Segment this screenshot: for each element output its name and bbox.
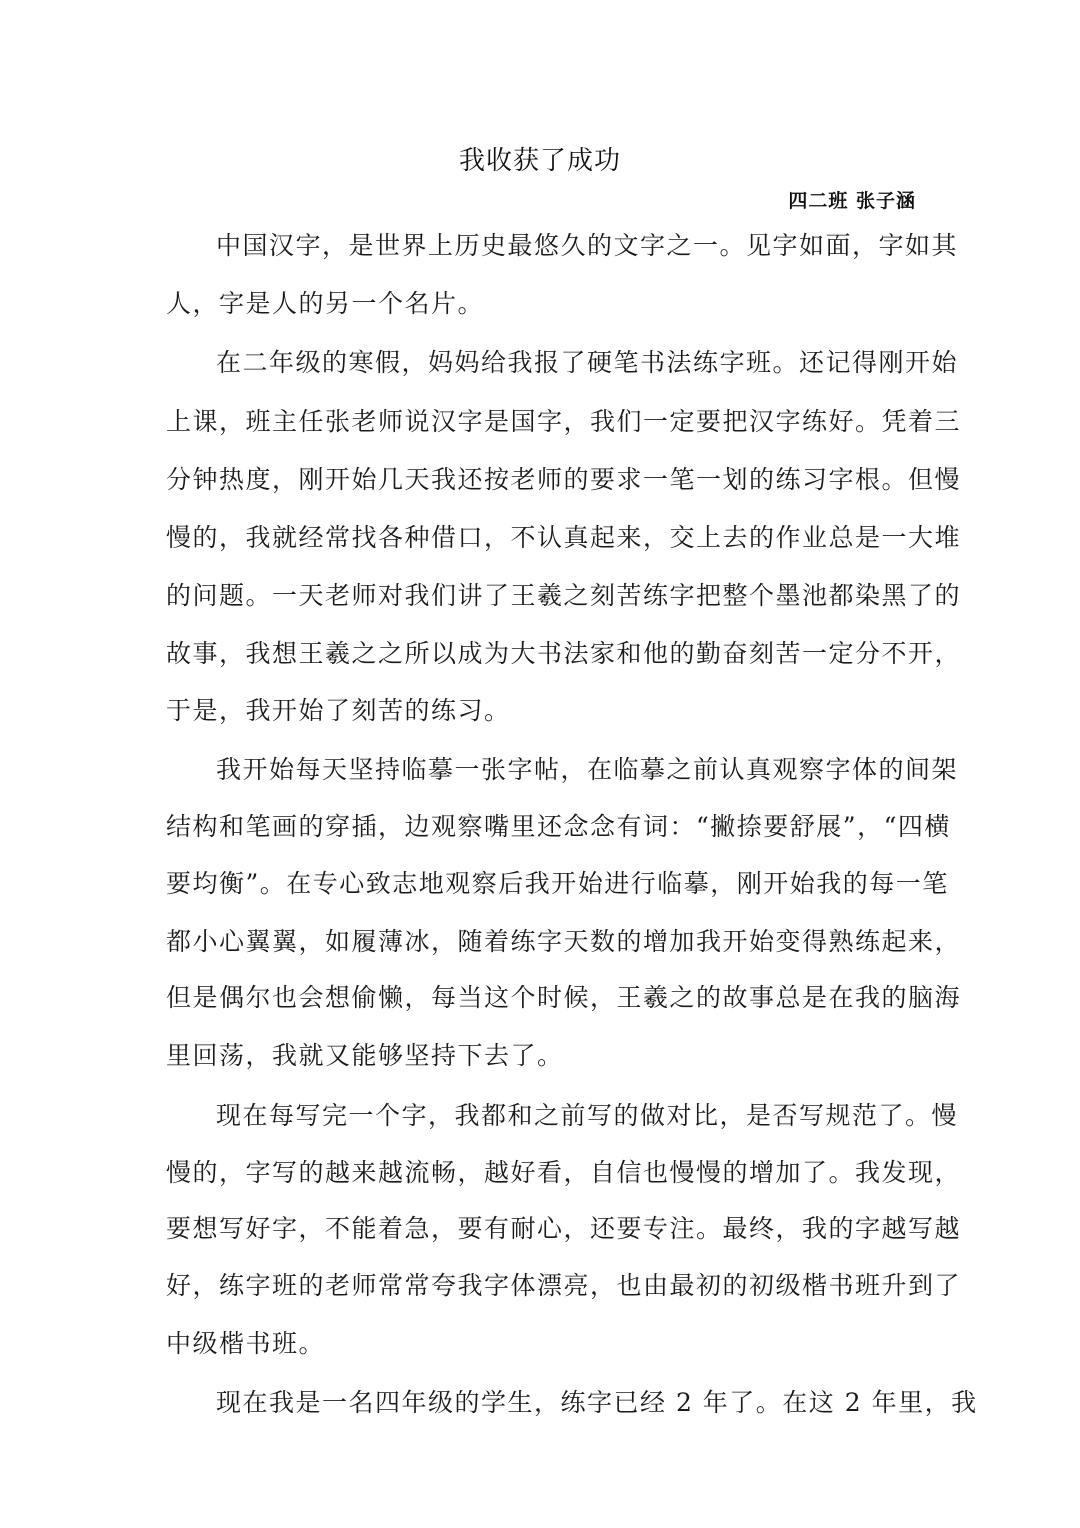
document-title: 我收获了成功 <box>458 146 621 176</box>
text-line: 上课，班主任张老师说汉字是国字，我们一定要把汉字练好。凭着三 <box>166 407 962 436</box>
text-line: 结构和笔画的穿插，边观察嘴里还念念有词：“撇捺要舒展”，“四横 <box>166 812 951 841</box>
text-line: 人，字是人的另一个名片。 <box>166 289 485 318</box>
text-line: 好，练字班的老师常常夸我字体漂亮，也由最初的初级楷书班升到了 <box>166 1271 962 1300</box>
text-line: 要想写好字，不能着急，要有耐心，还要专注。最终，我的字越写越 <box>166 1214 962 1243</box>
text-line: 分钟热度，刚开始几天我还按老师的要求一笔一划的练习字根。但慢 <box>166 465 962 494</box>
text-line: 要均衡”。在专心致志地观察后我开始进行临摹，刚开始我的每一笔 <box>166 869 949 898</box>
author-byline: 四二班 张子涵 <box>788 190 916 212</box>
text-line: 慢的，我就经常找各种借口，不认真起来，交上去的作业总是一大堆 <box>166 523 962 552</box>
text-line: 我开始每天坚持临摹一张字帖，在临摹之前认真观察字体的间架 <box>216 755 959 784</box>
text-line: 里回荡，我就又能够坚持下去了。 <box>166 1041 564 1070</box>
text-line: 在二年级的寒假，妈妈给我报了硬笔书法练字班。还记得刚开始 <box>216 348 959 377</box>
text-line: 现在每写完一个字，我都和之前写的做对比，是否写规范了。慢 <box>216 1101 959 1130</box>
text-line: 现在我是一名四年级的学生，练字已经 2 年了。在这 2 年里，我 <box>216 1388 978 1417</box>
text-line: 的问题。一天老师对我们讲了王羲之刻苦练字把整个墨池都染黑了的 <box>166 581 962 610</box>
text-line: 慢的，字写的越来越流畅，越好看，自信也慢慢的增加了。我发现， <box>166 1158 962 1187</box>
text-line: 中国汉字，是世界上历史最悠久的文字之一。见字如面，字如其 <box>216 231 959 260</box>
text-line: 故事，我想王羲之之所以成为大书法家和他的勤奋刻苦一定分不开， <box>166 639 962 668</box>
text-line: 中级楷书班。 <box>166 1329 326 1358</box>
text-line: 但是偶尔也会想偷懒，每当这个时候，王羲之的故事总是在我的脑海 <box>166 983 962 1012</box>
text-line: 都小心翼翼，如履薄冰，随着练字天数的增加我开始变得熟练起来， <box>166 927 962 956</box>
text-line: 于是，我开始了刻苦的练习。 <box>166 696 511 725</box>
